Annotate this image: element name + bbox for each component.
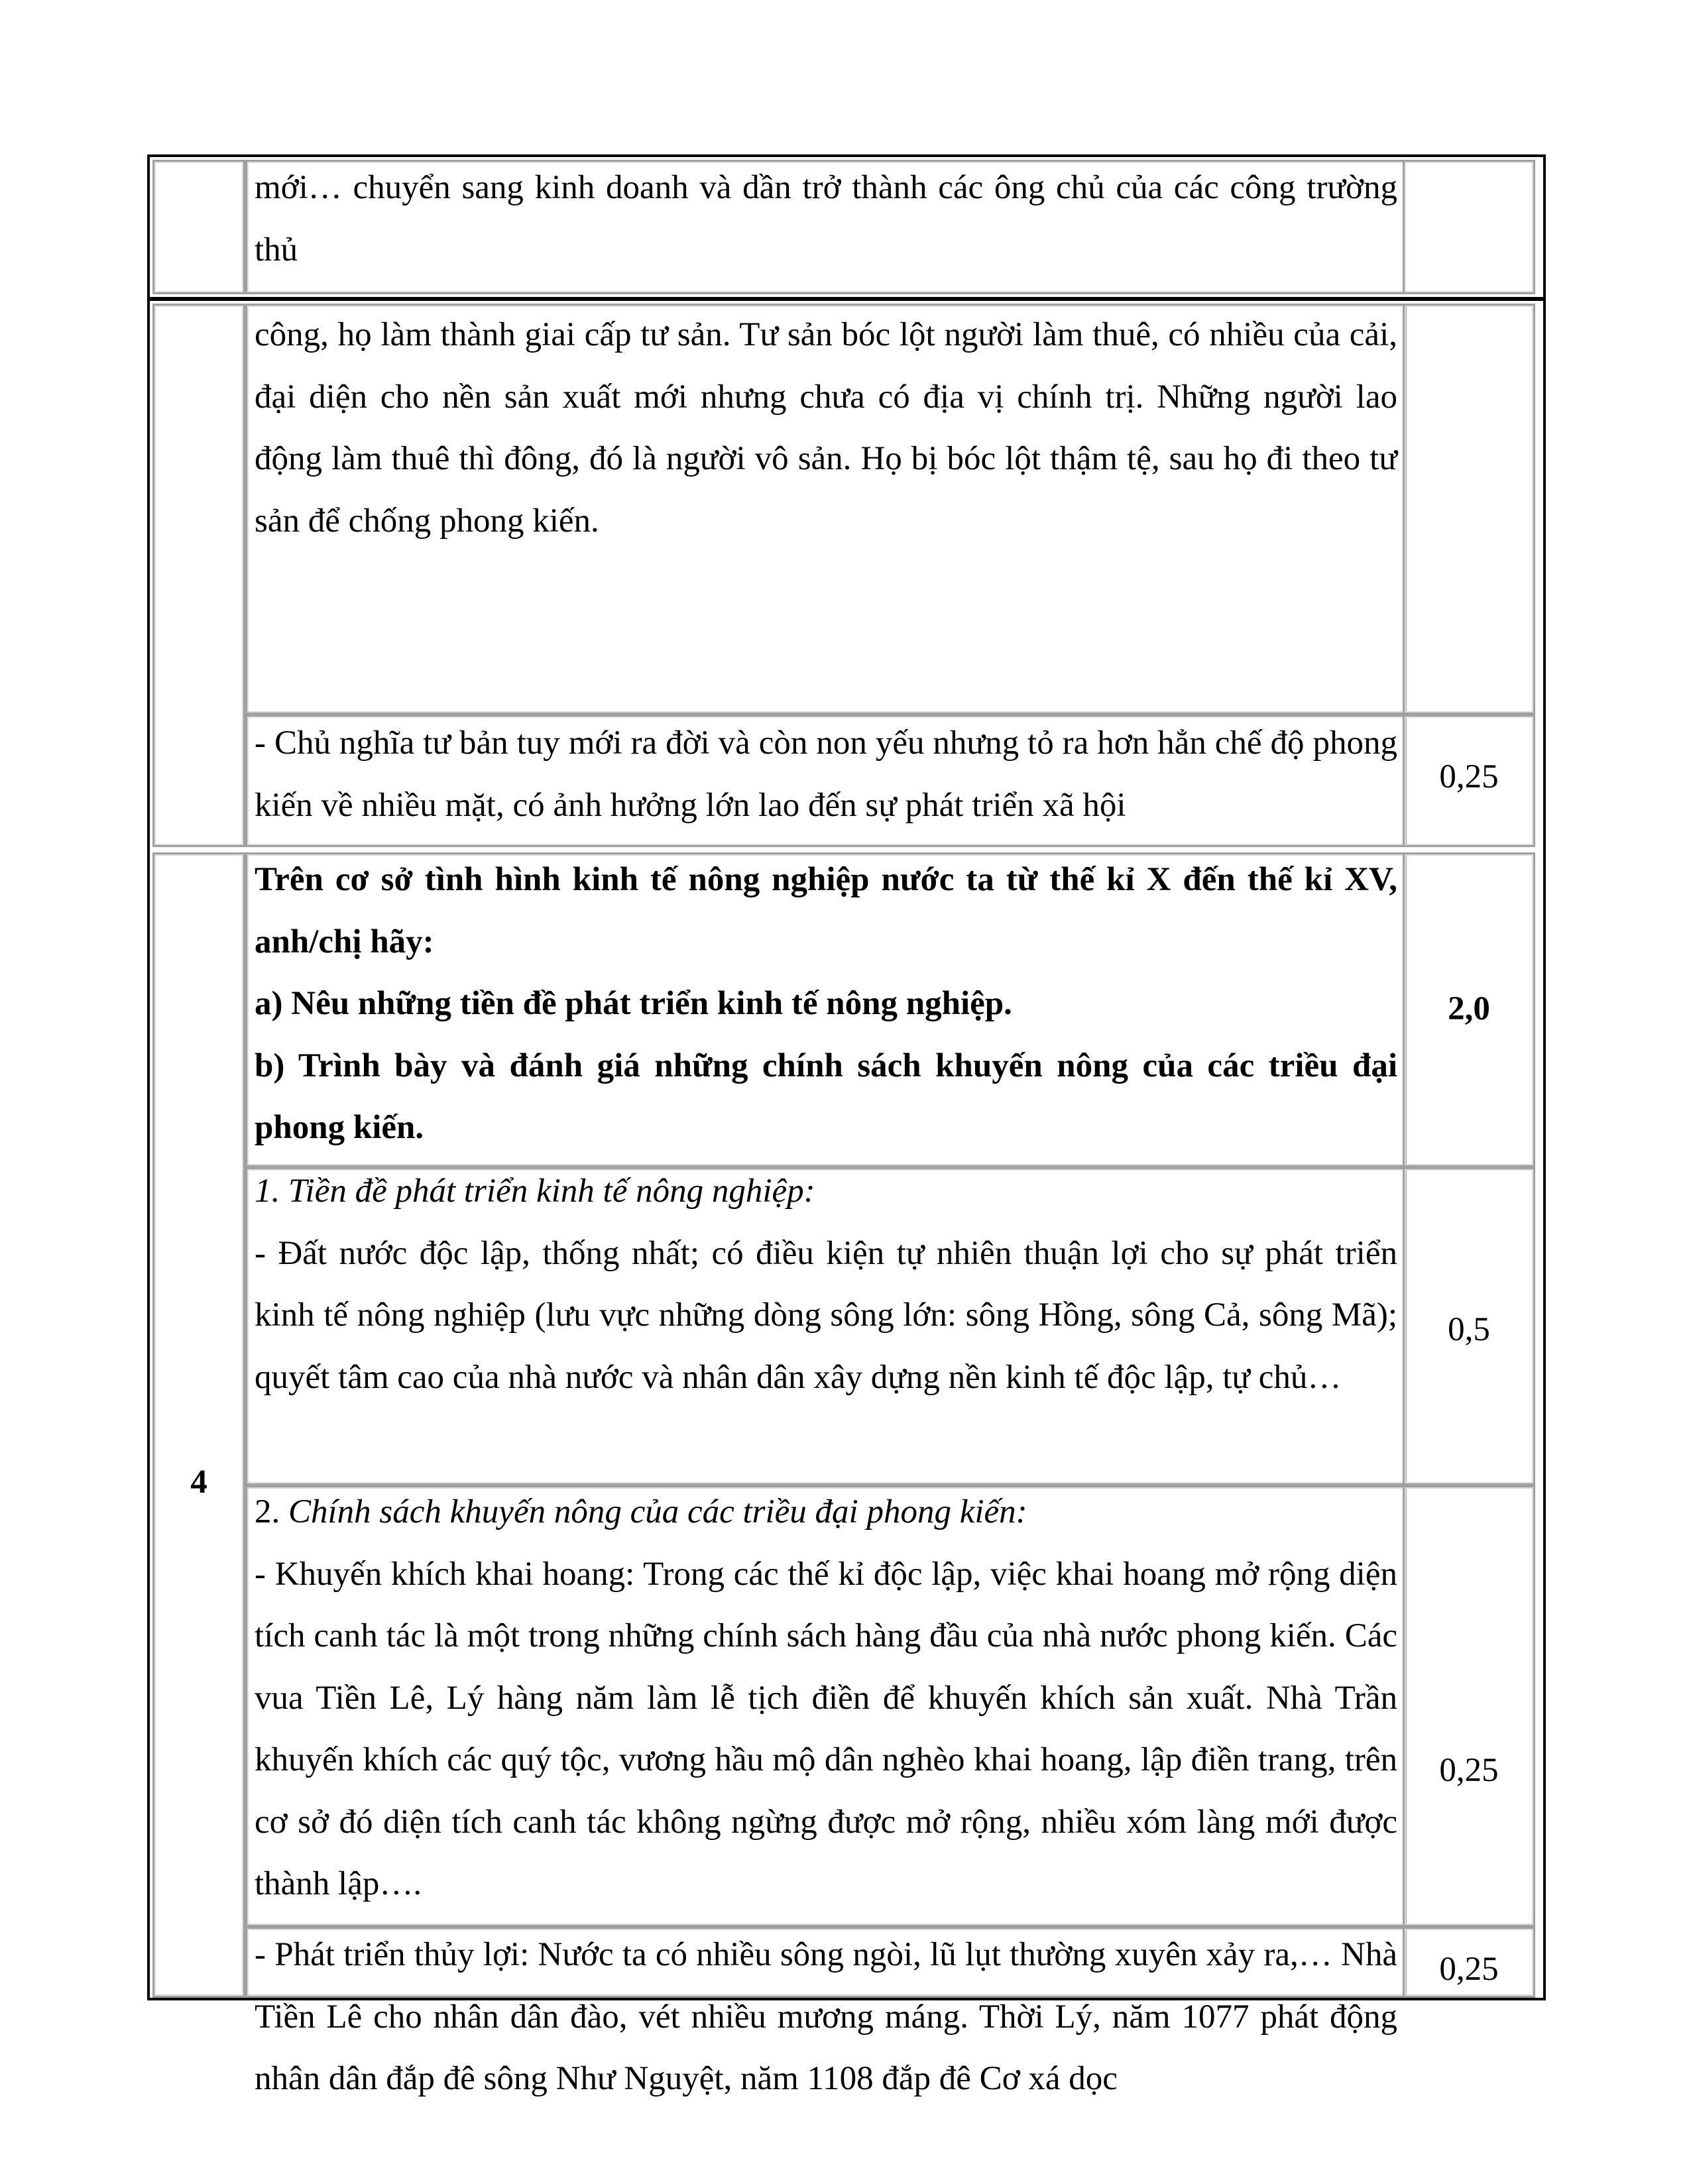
question4-number-cell: [152, 852, 245, 1998]
row2-score-cell: [1403, 304, 1535, 715]
part2-heading-line: [255, 1481, 1397, 1544]
part2-number: 2.: [255, 1493, 288, 1530]
question4-total-score: 2,0: [1448, 990, 1490, 1027]
question4-number: 4: [190, 1464, 207, 1501]
irrigation-text: - Phát triển thủy lợi: Nước ta có nhiều sông ngòi, lũ lụt thường xuyên xảy ra,… Nhà Tiền Lê cho nhân dân đào, vét nhiều mương máng. Thời Lý, năm 1077 phát động nhân dân đắp đê sông Như Nguyệt, năm 1108 đắp đê Cơ xá dọc: [255, 1936, 1397, 2097]
part1-text: - Đất nước độc lập, thống nhất; có điều kiện tự nhiên thuận lợi cho sự phát triển kinh tế nông nghiệp (lưu vực những dòng sông lớn: sông Hồng, sông Cả, sông Mã); quyết tâm cao của nhà nước và nhân dân xây dựng nền kinh tế độc lập, tự chủ…: [255, 1234, 1397, 1396]
answer-table: [147, 154, 1546, 2097]
question4-prompt-b: b) Trình bày và đánh giá những chính sách khuyến nông của các triều đại phong kiến.: [255, 1047, 1397, 1146]
irrigation-score: 0,25: [1439, 1951, 1499, 1988]
part1-heading: 1. Tiền đề phát triển kinh tế nông nghiệp:: [255, 1173, 815, 1210]
part2-block: [255, 1481, 1397, 1916]
part2-score-cell: [1403, 1485, 1535, 1927]
row2-number-cell: [152, 304, 245, 847]
capitalism-score: 0,25: [1439, 758, 1499, 795]
question4-prompt: [255, 849, 1397, 1159]
capitalism-text: - Chủ nghĩa tư bản tuy mới ra đời và còn non yếu nhưng tỏ ra hơn hẳn chế độ phong kiến về nhiều mặt, có ảnh hưởng lớn lao đến sự phát triển xã hội: [255, 724, 1397, 824]
page-break-separator: [150, 297, 1543, 301]
part2-score: 0,25: [1439, 1752, 1499, 1789]
part2-text: - Khuyến khích khai hoang: Trong các thế kỉ độc lập, việc khai hoang mở rộng diện tích canh tác là một trong những chính sách hàng đầu của nhà nước phong kiến. Các vua Tiền Lê, Lý hàng năm làm lễ tịch điền để khuyến khích sản xuất. Nhà Trần khuyến khích các quý tộc, vương hầu mộ dân nghèo khai hoang, lập điền trang, trên cơ sở đó diện tích canh tác không ngừng được mở rộng, nhiều xóm làng mới được thành lập….: [255, 1555, 1397, 1902]
part2-heading: Chính sách khuyến nông của các triều đại phong kiến:: [288, 1493, 1027, 1530]
question4-prompt-a: a) Nêu những tiền đề phát triển kinh tế nông nghiệp.: [255, 985, 1012, 1022]
continued-text: công, họ làm thành giai cấp tư sản. Tư sản bóc lột người làm thuê, có nhiều của cải, đại diện cho nền sản xuất mới nhưng chưa có địa vị chính trị. Những người lao động làm thuê thì đông, đó là người vô sản. Họ bị bóc lột thậm tệ, sau họ đi theo tư sản để chống phong kiến.: [255, 316, 1397, 540]
row1-text: mới… chuyển sang kinh doanh và dần trở thành các ông chủ của các công trường thủ: [255, 169, 1397, 268]
part1-score: 0,5: [1448, 1311, 1490, 1348]
question4-prompt-line1: Trên cơ sở tình hình kinh tế nông nghiệp nước ta từ thế kỉ X đến thế kỉ XV, anh/chị hãy:: [255, 861, 1397, 960]
row1-score-cell: [1403, 160, 1535, 294]
part1-block: [255, 1161, 1397, 1408]
row1-number-cell: [152, 160, 245, 294]
